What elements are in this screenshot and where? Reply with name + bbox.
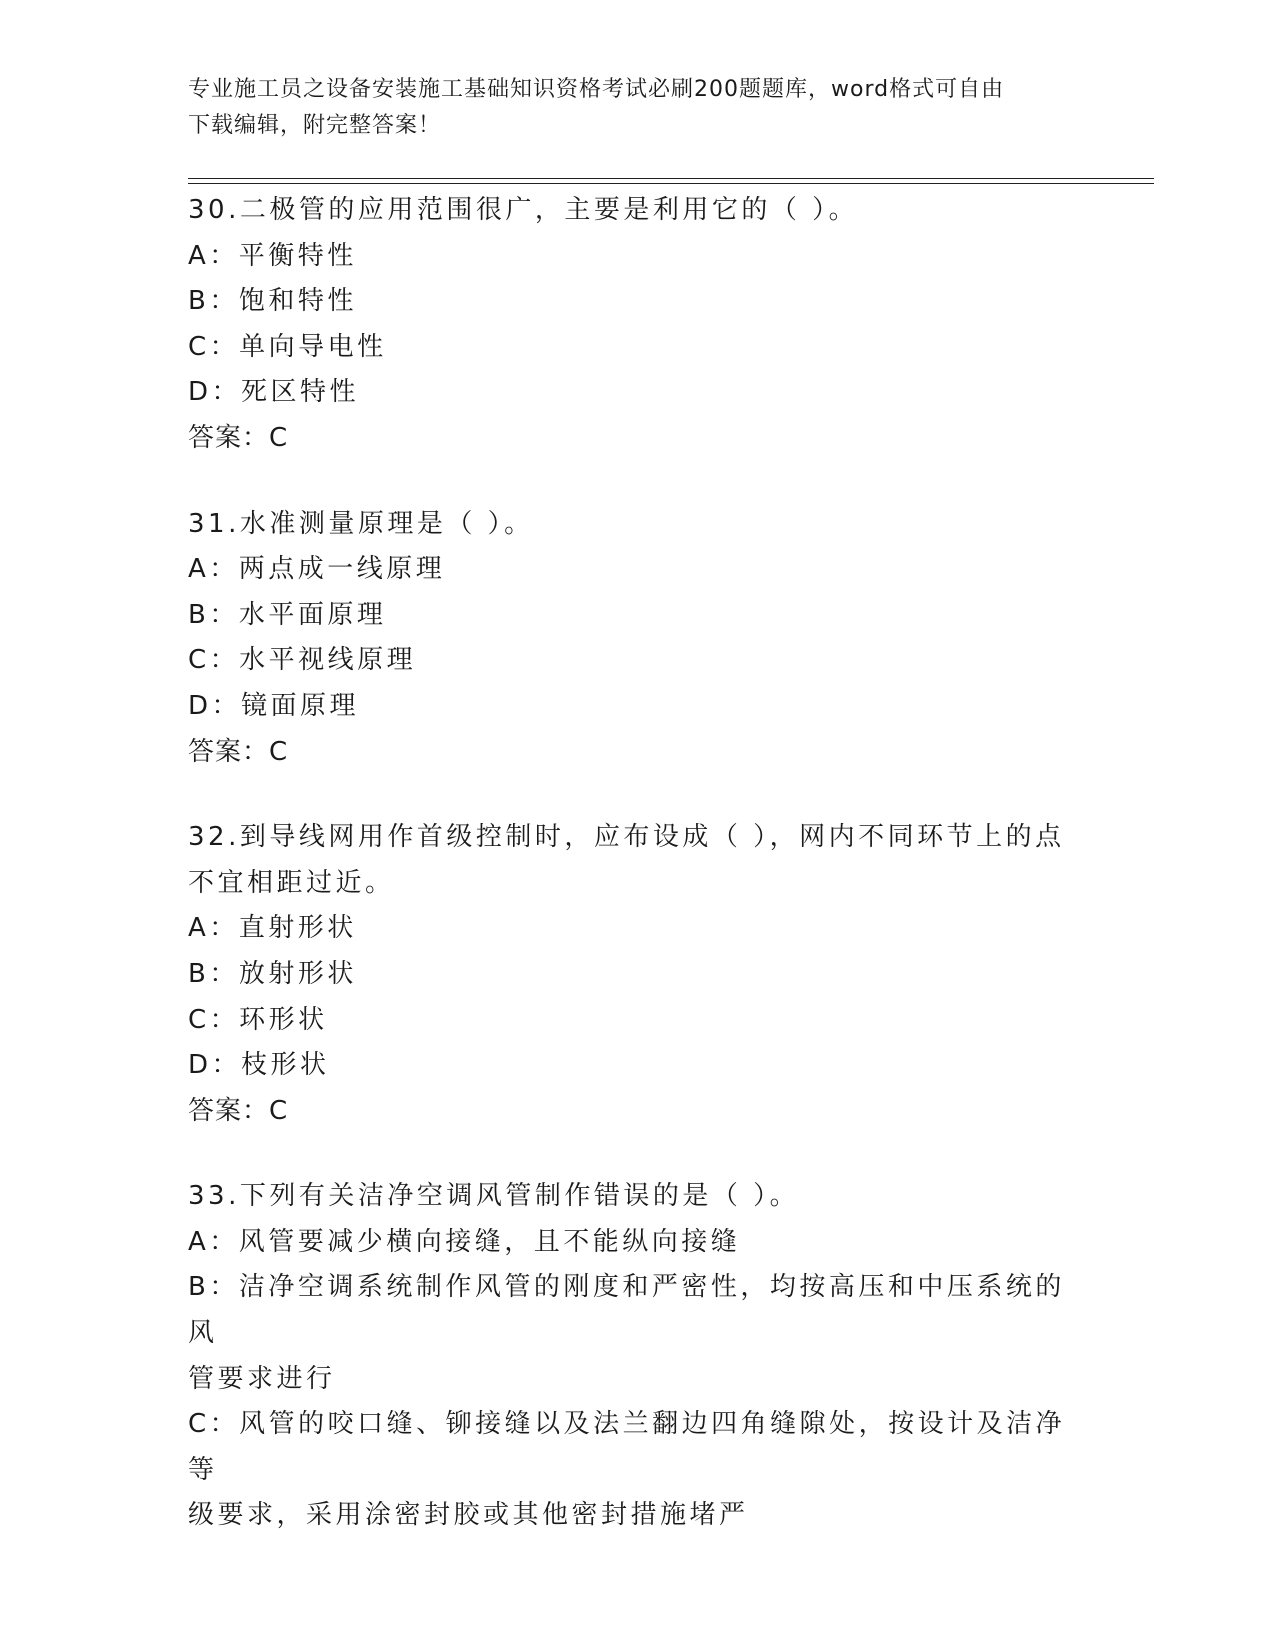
- header-line-1: 专业施工员之设备安装施工基础知识资格考试必刷200题题库，word格式可自由: [188, 77, 1005, 102]
- question-31: [188, 502, 1088, 776]
- answer: 答案：C: [188, 1095, 289, 1126]
- option-c: C：单向导电性: [188, 331, 387, 362]
- option-a: A：两点成一线原理: [188, 554, 446, 585]
- question-stem-line-2: 不宜相距过近。: [188, 867, 395, 898]
- option-c-line-2: 级要求，采用涂密封胶或其他密封措施堵严: [188, 1500, 749, 1531]
- question-list: [188, 188, 1088, 1539]
- header-divider-top: [188, 178, 1154, 179]
- question-33: [188, 1174, 1088, 1539]
- question-stem-line-1: 32.到导线网用作首级控制时，应布设成（ ），网内不同环节上的点: [188, 822, 1065, 853]
- question-30: [188, 188, 1088, 462]
- document-header: [188, 72, 1068, 144]
- option-c-line-1: C：风管的咬口缝、铆接缝以及法兰翻边四角缝隙处，按设计及洁净等: [188, 1409, 1066, 1485]
- answer: 答案：C: [188, 422, 289, 453]
- option-d: D：枝形状: [188, 1050, 330, 1081]
- option-b: B：饱和特性: [188, 286, 357, 317]
- option-b: B：放射形状: [188, 958, 357, 989]
- header-line-2: 下载编辑，附完整答案！: [188, 113, 442, 138]
- option-d: D：镜面原理: [188, 690, 360, 721]
- question-stem: 30.二极管的应用范围很广，主要是利用它的（ ）。: [188, 195, 859, 225]
- option-d: D：死区特性: [188, 377, 360, 408]
- option-b-line-1: B：洁净空调系统制作风管的刚度和严密性，均按高压和中压系统的风: [188, 1272, 1065, 1349]
- question-32: [188, 815, 1088, 1134]
- option-c: C：水平视线原理: [188, 645, 417, 676]
- option-b-line-2: 管要求进行: [188, 1363, 336, 1394]
- question-stem: 33.下列有关洁净空调风管制作错误的是（ ）。: [188, 1181, 800, 1212]
- answer: 答案：C: [188, 736, 289, 767]
- question-stem: 31.水准测量原理是（ ）。: [188, 508, 534, 539]
- option-a: A：风管要减少横向接缝，且不能纵向接缝: [188, 1226, 741, 1257]
- option-c: C：环形状: [188, 1004, 328, 1035]
- option-b: B：水平面原理: [188, 599, 387, 630]
- option-a: A：直射形状: [188, 913, 357, 944]
- option-a: A：平衡特性: [188, 240, 357, 271]
- header-divider-bottom: [188, 183, 1154, 184]
